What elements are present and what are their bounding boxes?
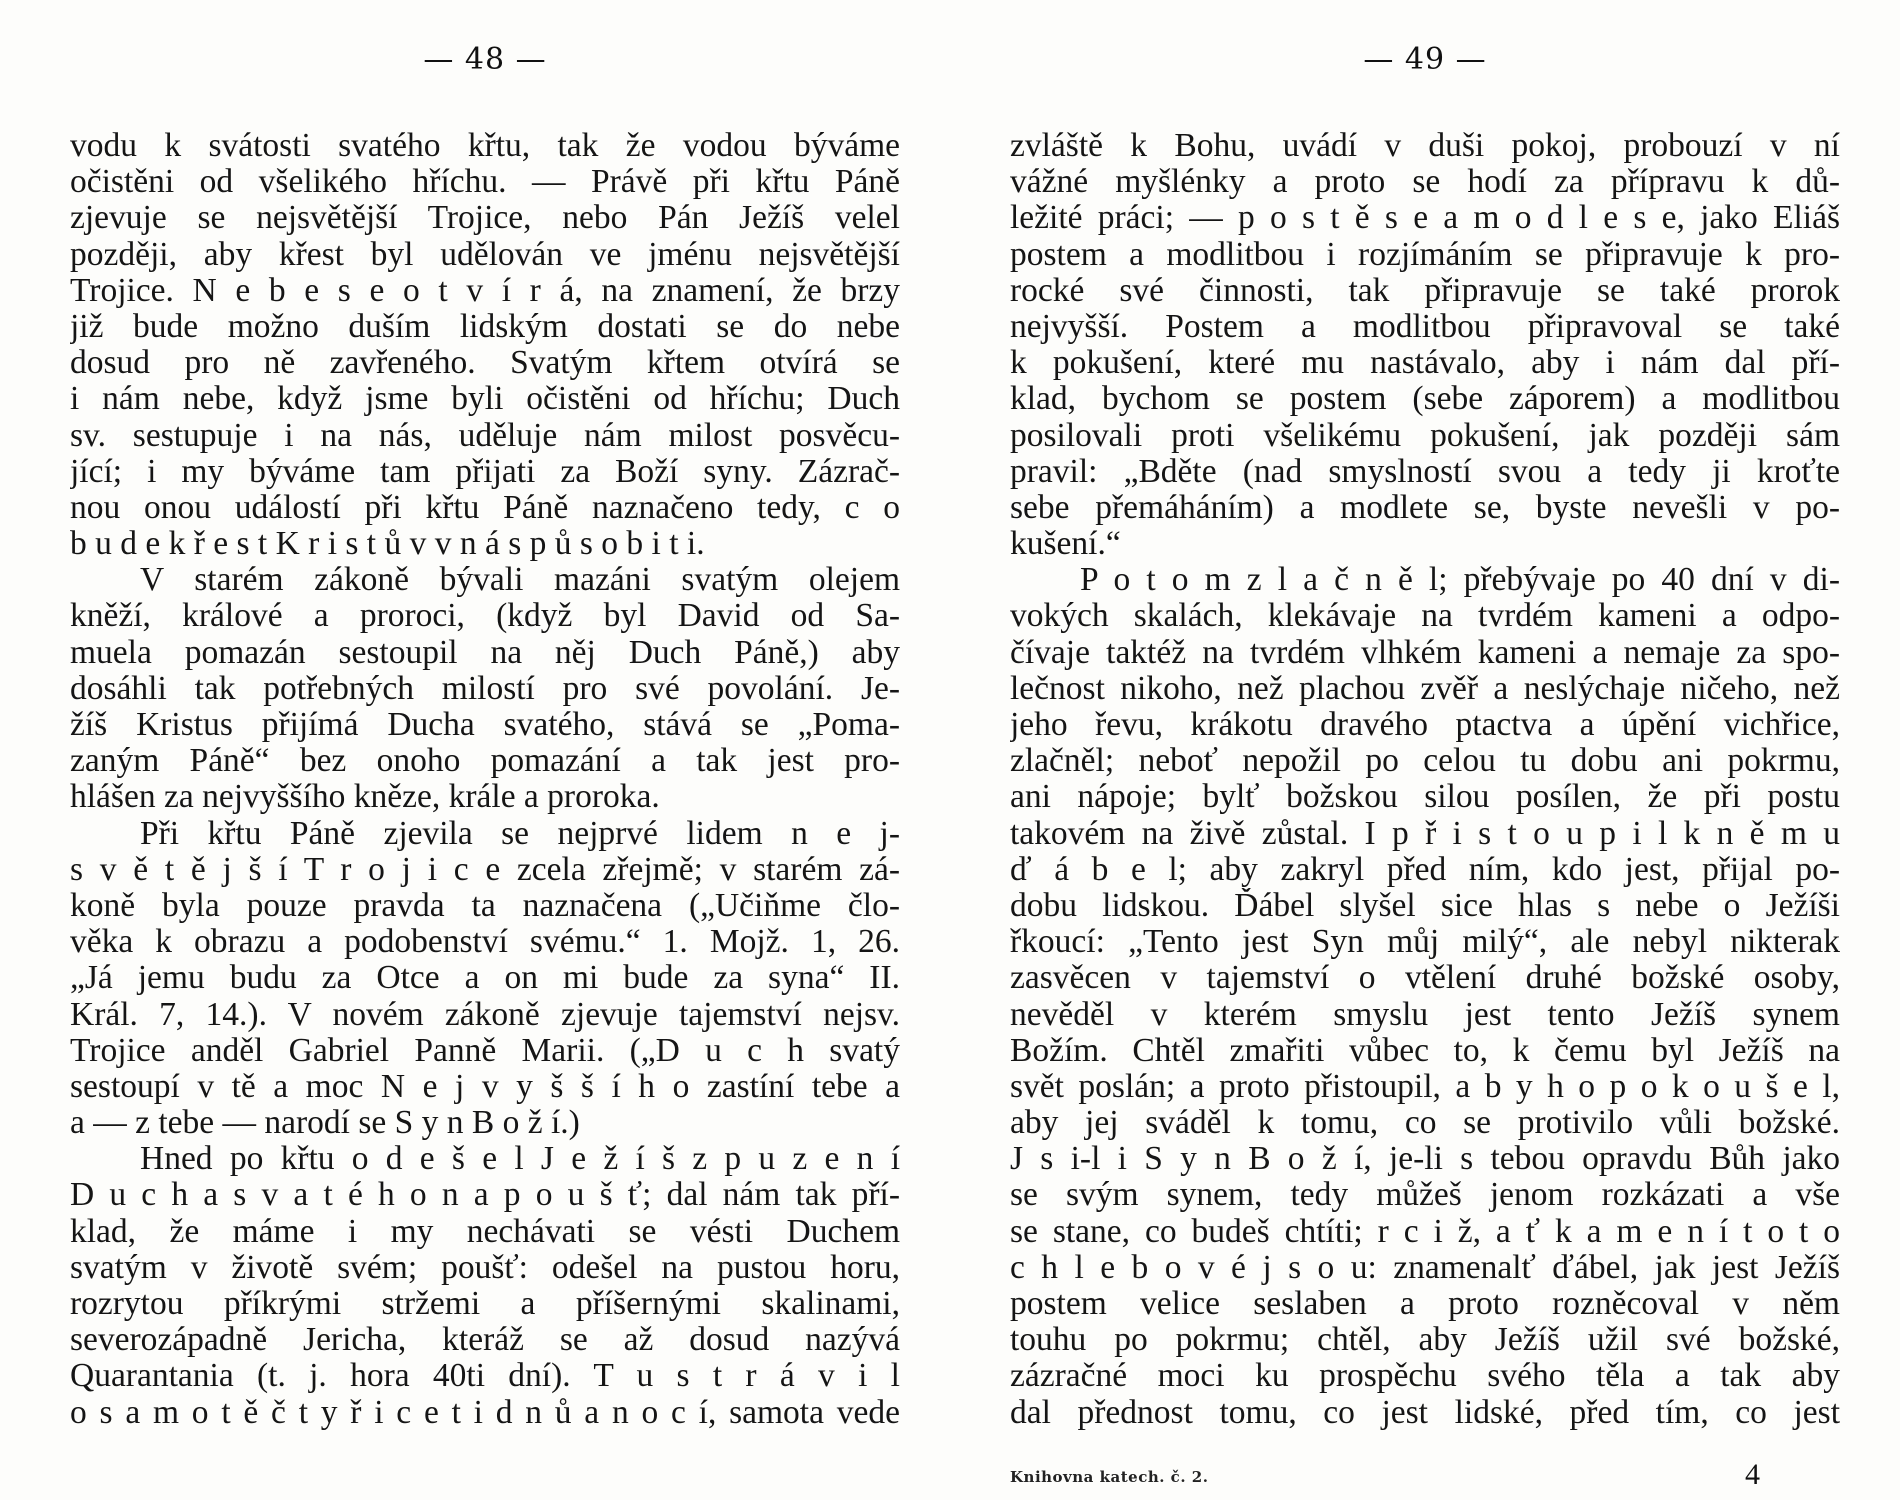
text-line: a — z tebe — narodí se S y n B o ž í.)	[70, 1105, 580, 1142]
text-line: zjevuje se nejsvětější Trojice, nebo Pán Ježíš velel	[70, 200, 900, 237]
text-line: Při křtu Páně zjevila se nejprvé lidem n e j-	[140, 815, 900, 852]
text-line: Božím. Chtěl zmařiti vůbec to, k čemu byl Ježíš na	[1010, 1032, 1840, 1069]
text-line: očistěni od všelikého hříchu. — Právě při křtu Páně	[70, 164, 900, 201]
text-line: D u c h a s v a t é h o n a p o u š ť; dal nám tak pří-	[70, 1177, 900, 1214]
text-line: kněží, králové a proroci, (když byl David od Sa-	[70, 598, 900, 635]
text-line: s v ě t ě j š í T r o j i c e zcela zřejmě; v starém zá-	[70, 851, 900, 888]
text-line: J s i-l i S y n B o ž í, je-li s tebou opravdu Bůh jako	[1010, 1141, 1840, 1178]
left-page-text	[70, 128, 900, 1431]
text-line: sestoupí v tě a moc N e j v y š š í h o zastíní tebe a	[70, 1068, 900, 1105]
page-number-right: — 49 —	[1363, 42, 1487, 77]
text-line: takovém na živě zůstal. I p ř i s t o u p i l k n ě m u	[1010, 815, 1840, 852]
text-line: muela pomazán sestoupil na něj Duch Páně,) aby	[70, 634, 900, 671]
text-line: ležité práci; — p o s t ě s e a m o d l e s e, jako Eliáš	[1010, 200, 1840, 237]
text-line: vážné myšlénky a proto se hodí za přípravu k dů-	[1010, 164, 1840, 201]
text-line: zasvěcen v tajemství o vtělení druhé božské osoby,	[1010, 960, 1840, 997]
signature-mark: 4	[1745, 1458, 1760, 1491]
text-line: Quarantania (t. j. hora 40ti dní). T u s t r á v i l	[70, 1358, 900, 1395]
text-line: později, aby křest byl udělován ve jménu nejsvětější	[70, 236, 900, 273]
text-line: žíš Kristus přijímá Ducha svatého, stává se „Poma-	[70, 707, 900, 743]
text-line: vokých skalách, klekávaje na tvrdém kameni a odpo-	[1010, 598, 1840, 635]
text-line: c h l e b o v é j s o u: znamenalť ďábel, jak jest Ježíš	[1010, 1249, 1840, 1286]
text-line: čívaje taktéž na tvrdém vlhkém kameni a nemaje za spo-	[1010, 634, 1840, 671]
text-line: dosáhli tak potřebných milostí pro své povolání. Je-	[70, 670, 900, 707]
text-line: nejvyšší. Postem a modlitbou připravoval se také	[1010, 308, 1840, 345]
text-line: jící; i my býváme tam přijati za Boží syny. Zázrač-	[70, 453, 900, 490]
text-line: věka k obrazu a podobenství svému.“ 1. Mojž. 1, 26.	[70, 924, 900, 961]
text-line: severozápadně Jericha, kteráž se až dosud nazývá	[70, 1322, 900, 1359]
text-line: Hned po křtu o d e š e l J e ž í š z p u z e n í	[140, 1141, 900, 1178]
right-page-text	[1010, 128, 1840, 1431]
text-line: aby jej sváděl k tomu, co se protivilo vůli božské.	[1010, 1105, 1840, 1142]
footer-note: Knihovna katech. č. 2.	[1010, 1468, 1209, 1486]
text-line: sv. sestupuje i na nás, uděluje nám milost posvěcu-	[70, 417, 900, 454]
text-line: rozrytou příkrými stržemi a příšernými skalinami,	[70, 1286, 900, 1322]
text-line: svatým v životě svém; poušť: odešel na pustou horu,	[70, 1249, 900, 1286]
text-line: sebe přemáháním) a modlete se, byste nevešli v po-	[1010, 489, 1840, 526]
text-line: posilovali proti všelikému pokušení, jak později sám	[1010, 417, 1840, 454]
text-line: se stane, co budeš chtíti; r c i ž, a ť k a m e n í t o t o	[1010, 1213, 1840, 1250]
text-line: se svým synem, tedy můžeš jenom rozkázati a vše	[1010, 1177, 1840, 1214]
text-line: rocké své činnosti, tak připravuje se také prorok	[1010, 272, 1840, 309]
text-line: nevěděl v kterém smyslu jest tento Ježíš synem	[1010, 996, 1840, 1033]
text-line: koně byla pouze pravda ta naznačena („Učiňme člo-	[70, 887, 900, 924]
text-line: svět poslán; a proto přistoupil, a b y h o p o k o u š e l,	[1010, 1068, 1840, 1105]
text-line: klad, bychom se postem (sebe záporem) a modlitbou	[1010, 381, 1840, 418]
left-page	[70, 0, 900, 1500]
text-line: lečnost nikoho, než plachou zvěř a neslýchaje ničeho, než	[1010, 670, 1840, 707]
text-line: postem a modlitbou i rozjímáním se připravuje k pro-	[1010, 236, 1840, 273]
text-line: zvláště k Bohu, uvádí v duši pokoj, probouzí v ní	[1010, 128, 1840, 164]
text-line: ď á b e l; aby zakryl před ním, kdo jest, přijal po-	[1010, 851, 1840, 888]
text-line: dosud pro ně zavřeného. Svatým křtem otvírá se	[70, 345, 900, 382]
text-line: k pokušení, které mu nastávalo, aby i nám dal pří-	[1010, 345, 1840, 382]
page-footer	[1010, 1458, 1840, 1498]
text-line: jeho řevu, krákotu dravého ptactva a úpění vichřice,	[1010, 707, 1840, 743]
page-number-left: — 48 —	[423, 42, 547, 77]
text-line: o s a m o t ě č t y ř i c e t i d n ů a n o c í, samota vede	[70, 1394, 900, 1431]
text-line: Trojice. N e b e s e o t v í r á, na znamení, že brzy	[70, 272, 900, 309]
text-line: hlášen za nejvyššího kněze, krále a proroka.	[70, 779, 660, 816]
text-line: klad, že máme i my nechávati se vésti Duchem	[70, 1213, 900, 1250]
text-line: zázračné moci ku prospěchu svého těla a tak aby	[1010, 1358, 1840, 1395]
text-line: zlačněl; neboť nepožil po celou tu dobu ani pokrmu,	[1010, 743, 1840, 780]
text-line: řkoucí: „Tento jest Syn můj milý“, ale nebyl nikterak	[1010, 924, 1840, 961]
text-line: Trojice anděl Gabriel Panně Marii. („D u c h svatý	[70, 1032, 900, 1069]
text-line: nou onou událostí při křtu Páně naznačeno tedy, c o	[70, 489, 900, 526]
text-line: Král. 7, 14.). V novém zákoně zjevuje tajemství nejsv.	[70, 996, 900, 1033]
text-line: vodu k svátosti svatého křtu, tak že vodou býváme	[70, 128, 900, 164]
text-line: V starém zákoně bývali mazáni svatým olejem	[140, 562, 900, 599]
text-line: pravil: „Bděte (nad smyslností svou a tedy ji kroťte	[1010, 453, 1840, 490]
text-line: zaným Páně“ bez onoho pomazání a tak jest pro-	[70, 743, 900, 780]
text-line: P o t o m z l a č n ě l; přebývaje po 40 dní v di-	[1080, 562, 1840, 599]
right-page	[1010, 0, 1840, 1500]
text-line: ani nápoje; bylť božskou silou posílen, že při postu	[1010, 779, 1840, 816]
text-line: dal přednost tomu, co jest lidské, před tím, co jest	[1010, 1394, 1840, 1431]
text-line: postem velice seslaben a proto rozněcoval v něm	[1010, 1286, 1840, 1322]
text-line: dobu lidskou. Ďábel slyšel sice hlas s nebe o Ježíši	[1010, 887, 1840, 924]
text-line: kušení.“	[1010, 526, 1121, 563]
text-line: „Já jemu budu za Otce a on mi bude za syna“ II.	[70, 960, 900, 997]
text-line: touhu po pokrmu; chtěl, aby Ježíš užil své božské,	[1010, 1322, 1840, 1359]
text-line: i nám nebe, když jsme byli očistěni od hříchu; Duch	[70, 381, 900, 418]
text-line: již bude možno duším lidským dostati se do nebe	[70, 308, 900, 345]
text-line: b u d e k ř e s t K r i s t ů v v n á s p ů s o b i t i.	[70, 526, 705, 563]
